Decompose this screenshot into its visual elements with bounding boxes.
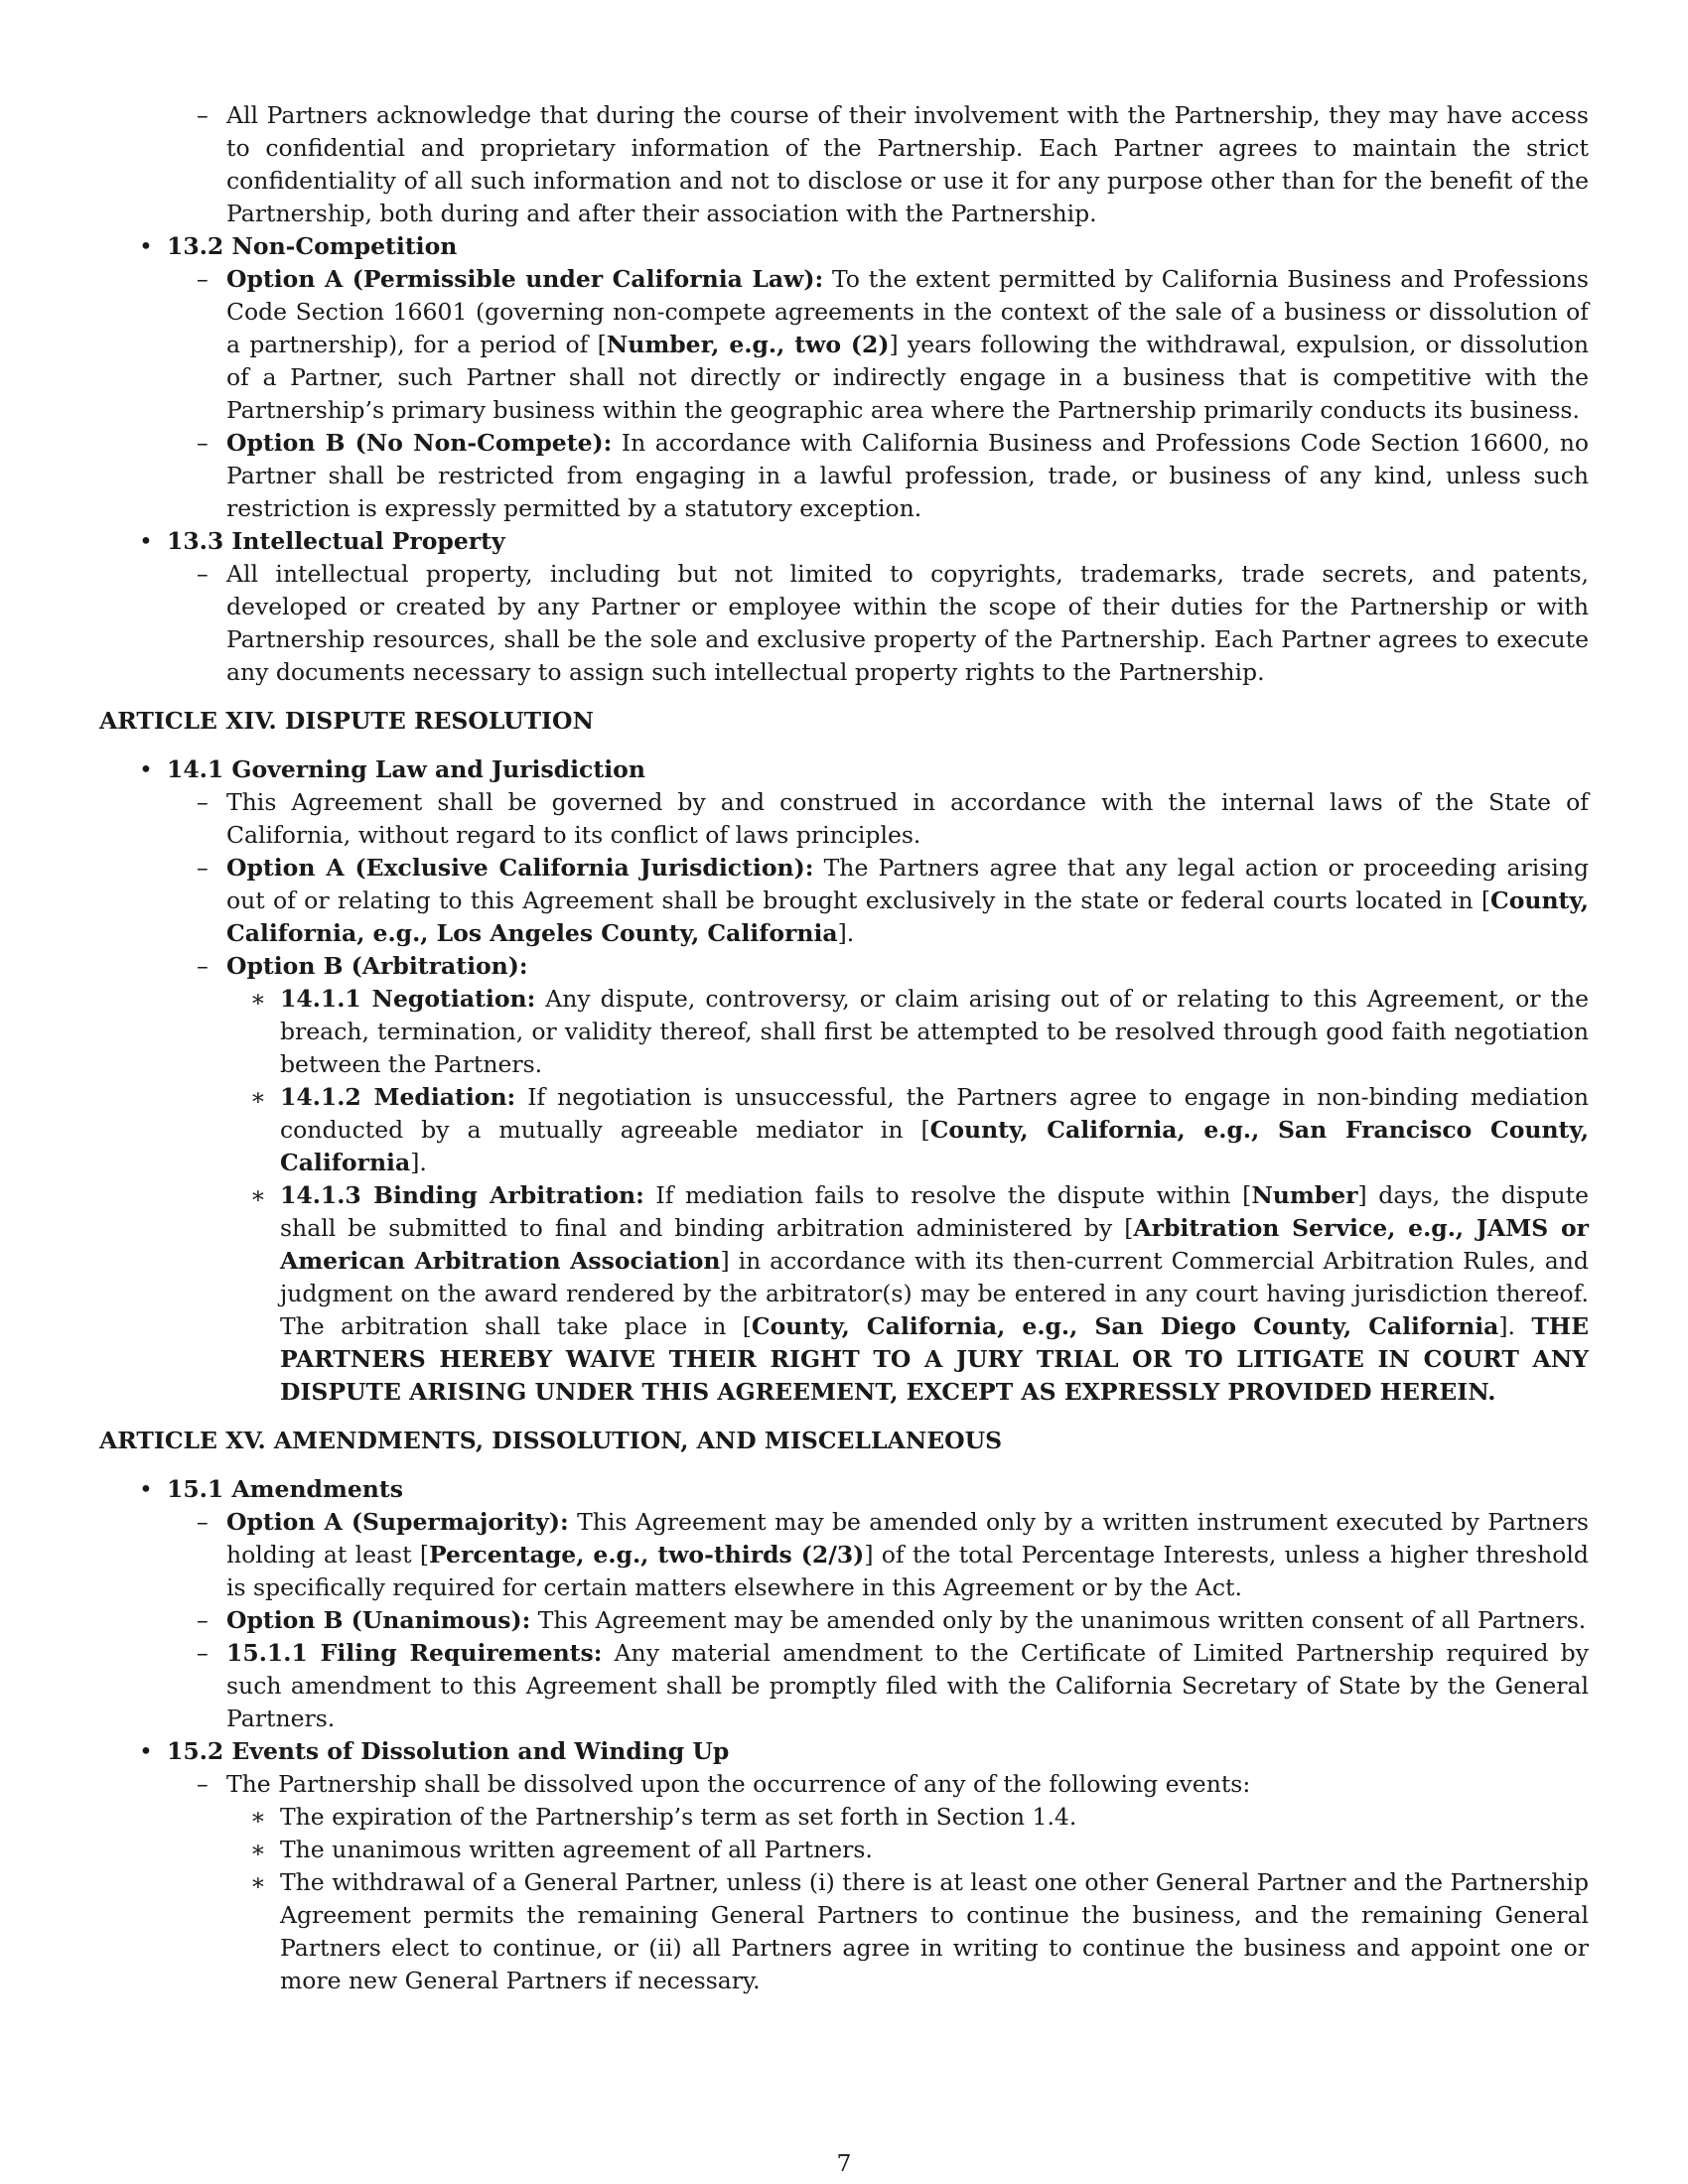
bullet-marker: • [139, 1737, 153, 1765]
list-item [99, 1506, 1589, 1604]
bullet-marker: • [139, 527, 153, 555]
list-item [99, 1081, 1589, 1179]
list-item [99, 983, 1589, 1081]
placeholder: Number, e.g., two (2) [606, 331, 890, 358]
clause-label: 14.1.1 Negotiation: [280, 985, 536, 1013]
dash-marker: – [197, 1770, 209, 1798]
option-a-paragraph: Option A (Permissible under California Law): To the extent permitted by California Business and Professions Code Section 16601 (governing non-compete agreements in the context of the sale of a business or dissolution of a partnership), for a period of [Number, e.g., two (2)] years following the withdrawal, expulsion, or dissolution of a Partner, such Partner shall not directly or indirectly engage in a business that is competitive with the Partnership’s primary business within the geographic area where the Partnership primarily conducts its business. [226, 265, 1589, 424]
list-item [99, 786, 1589, 852]
list-item [99, 950, 1589, 983]
page-content [99, 99, 1589, 1997]
confidentiality-paragraph: All Partners acknowledge that during the course of their involvement with the Partnership, they may have access to confidential and proprietary information of the Partnership. Each Partner agrees to maintain the strict confidentiality of all such information and not to disclose or use it for any purpose other than for the benefit of the Partnership, both during and after their association with the Partnership. [226, 101, 1589, 227]
bullet-marker: • [139, 232, 153, 260]
dash-marker: – [197, 265, 209, 293]
list-item [99, 1637, 1589, 1735]
option-label: Option B (No Non-Compete): [226, 429, 613, 457]
placeholder: County, California, e.g., San Diego County, California [751, 1312, 1499, 1340]
dissolution-intro: The Partnership shall be dissolved upon the occurrence of any of the following events: [226, 1770, 1251, 1798]
dash-marker: – [197, 1508, 209, 1536]
dash-marker: – [197, 101, 209, 129]
dash-marker: – [197, 788, 209, 816]
section-title: 13.3 Intellectual Property [167, 527, 505, 555]
bullet-marker: • [139, 1475, 153, 1503]
star-marker: ∗ [250, 985, 266, 1013]
filing-requirements-paragraph: 15.1.1 Filing Requirements: Any material amendment to the Certificate of Limited Partnership required by such amendment to this Agreement shall be promptly filed with the California Secretary of State by the General Partners. [226, 1639, 1589, 1732]
list-item [99, 852, 1589, 950]
section-14-1 [99, 753, 1589, 786]
binding-arbitration-paragraph: 14.1.3 Binding Arbitration: If mediation fails to resolve the dispute within [Number] days, the dispute shall be submitted to final and binding arbitration administered by [Arbitration Service, e.g., JAMS or American Arbitration Association] in accordance with its then-current Commercial Arbitration Rules, and judgment on the award rendered by the arbitrator(s) may be entered in any court having jurisdiction thereof. The arbitration shall take place in [County, California, e.g., San Diego County, California]. THE PARTNERS HEREBY WAIVE THEIR RIGHT TO A JURY TRIAL OR TO LITIGATE IN COURT ANY DISPUTE ARISING UNDER THIS AGREEMENT, EXCEPT AS EXPRESSLY PROVIDED HEREIN. [280, 1181, 1590, 1406]
dissolution-event: The unanimous written agreement of all Partners. [280, 1836, 873, 1863]
bullet-marker: • [139, 755, 153, 783]
list-item [99, 427, 1589, 525]
dash-marker: – [197, 952, 209, 980]
dash-marker: – [197, 1639, 209, 1667]
option-label: Option A (Permissible under California Law): [226, 265, 824, 293]
article-heading: ARTICLE XIV. DISPUTE RESOLUTION [99, 707, 594, 735]
jury-waiver: THE PARTNERS HEREBY WAIVE THEIR RIGHT TO A JURY TRIAL OR TO LITIGATE IN COURT ANY DISPUTE ARISING UNDER THIS AGREEMENT, EXCEPT AS EXPRESSLY PROVIDED HEREIN. [280, 1312, 1589, 1406]
section-13-3 [99, 525, 1589, 558]
star-marker: ∗ [250, 1803, 266, 1831]
option-a-paragraph: Option A (Exclusive California Jurisdiction): The Partners agree that any legal action or proceeding arising out of or relating to this Agreement shall be brought exclusively in the state or federal courts located in [County, California, e.g., Los Angeles County, California]. [226, 854, 1589, 947]
article-heading: ARTICLE XV. AMENDMENTS, DISSOLUTION, AND MISCELLANEOUS [99, 1427, 1003, 1454]
section-title: 13.2 Non-Competition [167, 232, 458, 260]
dissolution-event: The expiration of the Partnership’s term as set forth in Section 1.4. [280, 1803, 1077, 1831]
star-marker: ∗ [250, 1868, 266, 1896]
dissolution-event: The withdrawal of a General Partner, unless (i) there is at least one other General Partner and the Partnership Agreement permits the remaining General Partners to continue the business, and the remaining General Partners elect to continue, or (ii) all Partners agree in writing to continue the business and appoint one or more new General Partners if necessary. [280, 1868, 1589, 1994]
list-item [99, 1604, 1589, 1637]
option-label: Option A (Supermajority): [226, 1508, 569, 1536]
list-item [99, 1179, 1589, 1409]
option-label: Option B (Arbitration): [226, 952, 528, 980]
list-item [99, 1834, 1589, 1866]
dash-marker: – [197, 1606, 209, 1634]
option-label: Option B (Unanimous): [226, 1606, 531, 1634]
clause-label: 15.1.1 Filing Requirements: [226, 1639, 603, 1667]
ip-paragraph: All intellectual property, including but not limited to copyrights, trademarks, trade secrets, and patents, developed or created by any Partner or employee within the scope of their duties for the Partnership or with Partnership resources, shall be the sole and exclusive property of the Partnership. Each Partner agrees to execute any documents necessary to assign such intellectual property rights to the Partnership. [226, 560, 1589, 686]
dash-marker: – [197, 854, 209, 882]
section-15-2 [99, 1735, 1589, 1768]
option-b-paragraph: Option B (No Non-Compete): In accordance with California Business and Professions Code Section 16600, no Partner shall be restricted from engaging in a lawful profession, trade, or business of any kind, unless such restriction is expressly permitted by a statutory exception. [226, 429, 1589, 522]
section-title: 14.1 Governing Law and Jurisdiction [167, 755, 645, 783]
list-item [99, 1768, 1589, 1801]
section-15-1 [99, 1473, 1589, 1506]
list-item [99, 99, 1589, 230]
list-item [99, 263, 1589, 427]
section-13-2 [99, 230, 1589, 263]
placeholder: Arbitration Service, e.g., JAMS or American Arbitration Association [280, 1214, 1589, 1275]
star-marker: ∗ [250, 1836, 266, 1863]
list-item [99, 1866, 1589, 1997]
option-a-paragraph: Option A (Supermajority): This Agreement may be amended only by a written instrument executed by Partners holding at least [Percentage, e.g., two-thirds (2/3)] of the total Percentage Interests, unless a higher threshold is specifically required for certain matters elsewhere in this Agreement or by the Act. [226, 1508, 1589, 1601]
star-marker: ∗ [250, 1181, 266, 1209]
section-title: 15.1 Amendments [167, 1475, 403, 1503]
list-item [99, 1801, 1589, 1834]
star-marker: ∗ [250, 1083, 266, 1111]
placeholder: County, California, e.g., Los Angeles County, California [226, 887, 1589, 947]
option-b-paragraph: Option B (Unanimous): This Agreement may be amended only by the unanimous written consent of all Partners. [226, 1606, 1587, 1634]
negotiation-paragraph: 14.1.1 Negotiation: Any dispute, controversy, or claim arising out of or relating to this Agreement, or the breach, termination, or validity thereof, shall first be attempted to be resolved through good faith negotiation between the Partners. [280, 985, 1589, 1078]
placeholder: Number [1251, 1181, 1358, 1209]
placeholder: Percentage, e.g., two-thirds (2/3) [429, 1541, 865, 1569]
clause-label: 14.1.2 Mediation: [280, 1083, 516, 1111]
section-title: 15.2 Events of Dissolution and Winding Up [167, 1737, 730, 1765]
governing-law-paragraph: This Agreement shall be governed by and construed in accordance with the internal laws of the State of California, without regard to its conflict of laws principles. [226, 788, 1589, 849]
mediation-paragraph: 14.1.2 Mediation: If negotiation is unsuccessful, the Partners agree to engage in non-binding mediation conducted by a mutually agreeable mediator in [County, California, e.g., San Francisco County, California]. [280, 1083, 1590, 1176]
option-label: Option A (Exclusive California Jurisdiction): [226, 854, 814, 882]
clause-label: 14.1.3 Binding Arbitration: [280, 1181, 644, 1209]
list-item [99, 558, 1589, 689]
placeholder: County, California, e.g., San Francisco County, California [280, 1116, 1589, 1176]
dash-marker: – [197, 429, 209, 457]
dash-marker: – [197, 560, 209, 588]
page-number: 7 [836, 2149, 852, 2177]
